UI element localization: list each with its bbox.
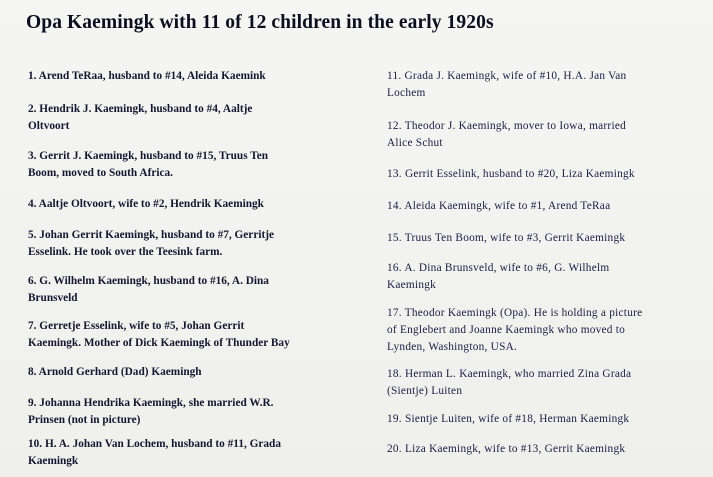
entry-line: Kaemingk. Mother of Dick Kaemingk of Thunder Bay: [28, 337, 290, 349]
list-item-14: [387, 198, 610, 215]
list-item-6: [28, 273, 269, 307]
entry-line: Brunsveld: [28, 292, 78, 304]
list-item-4: [28, 196, 264, 213]
list-item-2: [28, 101, 252, 135]
entry-line: Esselink. He took over the Teesink farm.: [28, 246, 223, 258]
entry-line: 4. Aaltje Oltvoort, wife to #2, Hendrik Kaemingk: [28, 198, 264, 210]
list-item-10: [28, 436, 281, 470]
entry-line: 15. Truus Ten Boom, wife to #3, Gerrit Kaemingk: [387, 232, 626, 244]
list-item-12: [387, 118, 626, 152]
list-item-11: [387, 68, 626, 102]
list-item-8: [28, 364, 202, 381]
entry-line: of Englebert and Joanne Kaemingk who moved to: [387, 324, 626, 336]
entry-line: Lochem: [387, 87, 426, 99]
list-item-1: [28, 68, 266, 85]
list-item-16: [387, 260, 609, 294]
entry-line: 6. G. Wilhelm Kaemingk, husband to #16, A. Dina: [28, 275, 269, 287]
entry-line: 17. Theodor Kaemingk (Opa). He is holding a picture: [387, 307, 643, 319]
entry-line: 2. Hendrik J. Kaemingk, husband to #4, Aaltje: [28, 103, 253, 115]
entry-line: 12. Theodor J. Kaemingk, mover to Iowa, married: [387, 120, 626, 132]
entry-line: 14. Aleida Kaemingk, wife to #1, Arend TeRaa: [387, 200, 611, 212]
entry-line: 10. H. A. Johan Van Lochem, husband to #11, Grada: [28, 438, 281, 450]
entry-line: 8. Arnold Gerhard (Dad) Kaemingh: [28, 366, 202, 378]
list-item-18: [387, 366, 631, 400]
entry-line: 3. Gerrit J. Kaemingk, husband to #15, Truus Ten: [28, 150, 269, 162]
entry-line: 11. Grada J. Kaemingk, wife of #10, H.A. Jan Van: [387, 70, 627, 82]
entry-line: Oltvoort: [28, 120, 70, 132]
list-item-20: [387, 441, 625, 458]
list-item-15: [387, 230, 625, 247]
list-item-5: [28, 227, 274, 261]
list-item-3: [28, 148, 268, 182]
list-item-17: [387, 305, 642, 356]
entry-line: 1. Arend TeRaa, husband to #14, Aleida Kaemink: [28, 70, 266, 82]
entry-line: Kaemingk: [387, 279, 437, 291]
list-item-13: [387, 166, 635, 183]
entry-line: 18. Herman L. Kaemingk, who married Zina Grada: [387, 368, 632, 380]
entry-line: Kaemingk: [28, 455, 79, 467]
entry-line: 20. Liza Kaemingk, wife to #13, Gerrit Kaemingk: [387, 443, 626, 455]
entry-line: 5. Johan Gerrit Kaemingk, husband to #7, Gerritje: [28, 229, 275, 241]
entry-line: 19. Sientje Luiten, wife of #18, Herman Kaemingk: [387, 413, 630, 425]
entry-line: Alice Schut: [387, 137, 443, 149]
list-item-7: [28, 318, 290, 352]
entry-line: 16. A. Dina Brunsveld, wife to #6, G. Wilhelm: [387, 262, 610, 274]
entry-line: 9. Johanna Hendrika Kaemingk, she married W.R.: [28, 397, 274, 409]
entry-line: 7. Gerretje Esselink, wife to #5, Johan Gerrit: [28, 320, 245, 332]
list-item-19: [387, 411, 629, 428]
entry-line: Prinsen (not in picture): [28, 414, 141, 426]
page-title: Opa Kaemingk with 11 of 12 children in the early 1920s: [26, 12, 494, 33]
entry-line: (Sientje) Luiten: [387, 385, 463, 397]
entry-line: 13. Gerrit Esselink, husband to #20, Liza Kaemingk: [387, 168, 635, 180]
entry-line: Boom, moved to South Africa.: [28, 167, 173, 179]
entry-line: Lynden, Washington, USA.: [387, 341, 518, 353]
list-item-9: [28, 395, 273, 429]
